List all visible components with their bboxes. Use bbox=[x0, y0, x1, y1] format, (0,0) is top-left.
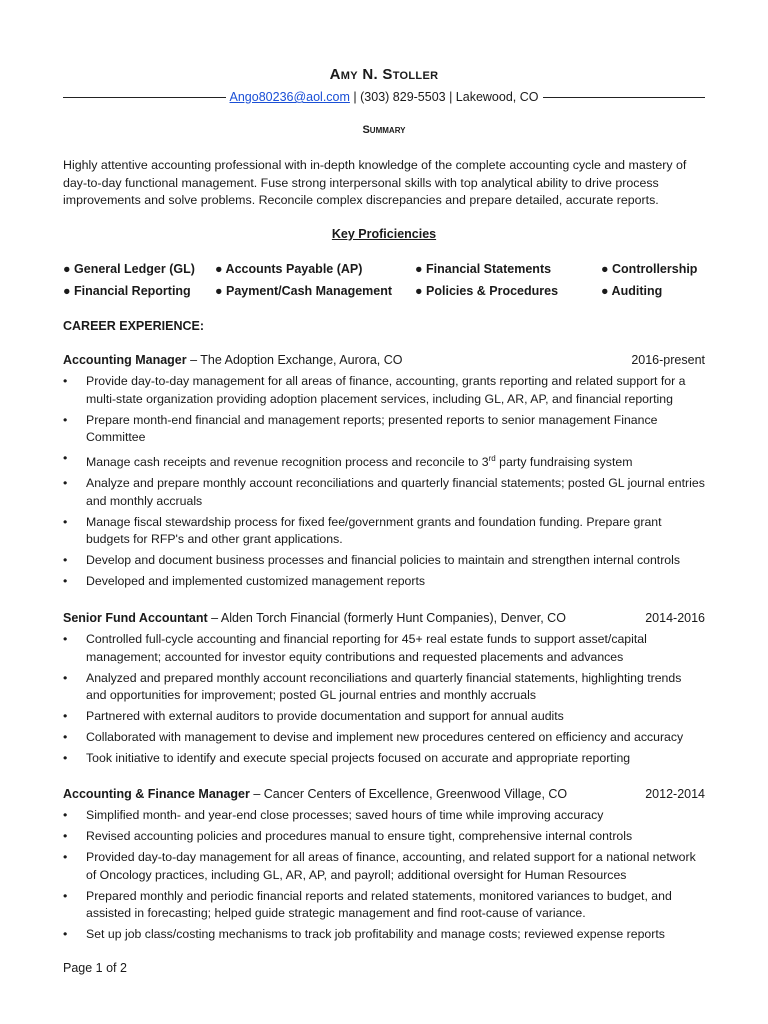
contact-phone-location: | (303) 829-5503 | Lakewood, CO bbox=[349, 90, 539, 104]
proficiency-item: ● Payment/Cash Management bbox=[215, 284, 393, 298]
bullet-item: • Prepare month-end financial and management reports; presented reports to senior management Finance Committee bbox=[63, 412, 705, 447]
proficiency-item: ● Auditing bbox=[601, 284, 663, 298]
bullet-item: • Partnered with external auditors to provide documentation and support for annual audits bbox=[63, 708, 705, 726]
bullet-item: • Prepared monthly and periodic financial reports and related statements, monitored variances to budget, and assisted in forecasting; helped guide strategic management and find root-cause of variance. bbox=[63, 888, 705, 923]
job-title: Senior Fund Accountant bbox=[63, 611, 208, 625]
job-dates: 2016-present bbox=[631, 353, 705, 367]
bullet-item: • Revised accounting policies and procedures manual to ensure tight, comprehensive internal controls bbox=[63, 828, 705, 846]
proficiency-item: ● Accounts Payable (AP) bbox=[215, 262, 363, 276]
job-organization: – Alden Torch Financial (formerly Hunt Companies), Denver, CO bbox=[207, 611, 566, 625]
proficiency-item: ● Financial Statements bbox=[415, 262, 552, 276]
contact-rule-left bbox=[63, 97, 226, 98]
bullet-item: • Took initiative to identify and execute special projects focused on accurate and appropriate reporting bbox=[63, 750, 705, 768]
bullet-item: • Develop and document business processes and financial policies to maintain and strengthen internal controls bbox=[63, 552, 705, 570]
bullet-item: • Collaborated with management to devise and implement new procedures centered on efficiency and accuracy bbox=[63, 729, 705, 747]
job-entry bbox=[63, 352, 705, 594]
job-header bbox=[63, 352, 705, 369]
bullet-item: • Manage fiscal stewardship process for fixed fee/government grants and foundation funding. Prepare grant budgets for RFP's and other grant applications. bbox=[63, 514, 705, 549]
proficiency-item: ● Controllership bbox=[601, 262, 698, 276]
summary-heading: Summary bbox=[362, 124, 406, 136]
bullet-item: • Developed and implemented customized management reports bbox=[63, 573, 705, 591]
key-proficiencies-heading: Key Proficiencies bbox=[331, 227, 437, 241]
bullet-item: • Controlled full-cycle accounting and financial reporting for 45+ real estate funds to support asset/capital management; accounted for investor equity contributions and requested placements and advances bbox=[63, 631, 705, 666]
email-link[interactable]: Ango80236@aol.com bbox=[229, 90, 350, 104]
bullet-item: • Analyze and prepare monthly account reconciliations and quarterly financial statements; posted GL journal entries and monthly accruals bbox=[63, 475, 705, 510]
job-title-line bbox=[63, 352, 403, 369]
bullet-item: • Set up job class/costing mechanisms to track job profitability and manage costs; reviewed expense reports bbox=[63, 926, 705, 944]
page-number: Page 1 of 2 bbox=[63, 961, 127, 975]
bullet-item: • Analyzed and prepared monthly account reconciliations and quarterly financial statements, highlighting trends and opportunities for improvement; posted GL journal entries and monthly accruals bbox=[63, 670, 705, 705]
job-title: Accounting & Finance Manager bbox=[63, 787, 250, 801]
summary-text: Highly attentive accounting professional with in-depth knowledge of the complete accounting cycle and mastery of day-to-day functional management. Fuse strong interpersonal skills with top analytical ability to drive process improvements and solve problems. Reconcile complex discrepancies and prepare detailed, accurate reports. bbox=[63, 158, 687, 207]
contact-rule-right bbox=[543, 97, 706, 98]
job-header bbox=[63, 610, 705, 627]
job-bullets bbox=[63, 807, 705, 944]
job-organization: – The Adoption Exchange, Aurora, CO bbox=[186, 353, 403, 367]
job-title-line bbox=[63, 786, 567, 803]
bullet-item: • Simplified month- and year-end close processes; saved hours of time while improving accuracy bbox=[63, 807, 705, 825]
proficiency-item: ● Policies & Procedures bbox=[415, 284, 559, 298]
career-experience-heading: CAREER EXPERIENCE: bbox=[63, 319, 204, 333]
proficiency-item: ● Financial Reporting bbox=[63, 284, 191, 298]
contact-line bbox=[63, 88, 705, 106]
job-organization: – Cancer Centers of Excellence, Greenwood Village, CO bbox=[249, 787, 568, 801]
job-bullets bbox=[63, 631, 705, 768]
bullet-item: • Manage cash receipts and revenue recognition process and reconcile to 3rd party fundraising system bbox=[63, 450, 705, 472]
job-dates: 2012-2014 bbox=[645, 787, 705, 801]
proficiency-item: ● General Ledger (GL) bbox=[63, 262, 195, 276]
bullet-item: • Provided day-to-day management for all areas of finance, accounting, and related support for a national network of Oncology practices, including GL, AR, AP, and payroll; additional oversight for Human Resources bbox=[63, 849, 705, 884]
job-entry bbox=[63, 610, 705, 771]
job-title: Accounting Manager bbox=[63, 353, 187, 367]
bullet-item: • Provide day-to-day management for all areas of finance, accounting, grants reporting and related support for a multi-state organization providing adoption placement services, including GL, AR, AP, and financial reporting bbox=[63, 373, 705, 408]
job-entry bbox=[63, 786, 705, 947]
job-title-line bbox=[63, 610, 566, 627]
contact-info bbox=[226, 90, 543, 104]
candidate-name: Amy N. Stoller bbox=[329, 66, 439, 83]
job-bullets bbox=[63, 373, 705, 591]
job-dates: 2014-2016 bbox=[645, 611, 705, 625]
job-header bbox=[63, 786, 705, 803]
